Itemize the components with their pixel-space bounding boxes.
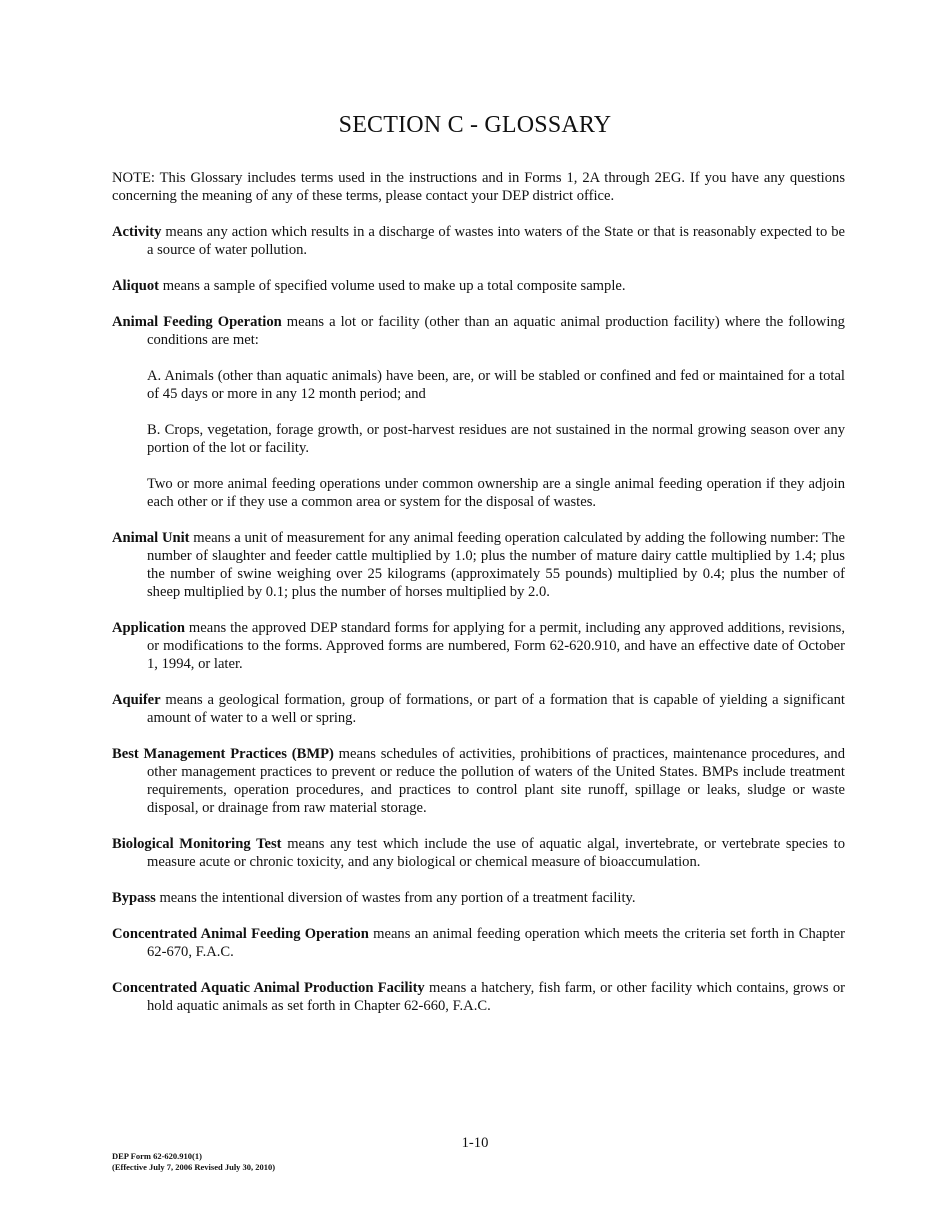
glossary-definition: means schedules of activities, prohibitions of practices, maintenance procedures, and other management practices to prevent or reduce the pollution of waters of the United States. BMPs include treatment requirements, operation procedures, and practices to control plant site runoff, spillage or leaks, sludge or waste disposal, or drainage from raw material storage. — [147, 746, 846, 816]
glossary-entry-activity — [112, 223, 845, 259]
glossary-note: NOTE: This Glossary includes terms used in the instructions and in Forms 1, 2A through 2EG. If you have any questions concerning the meaning of any of these terms, please contact your DEP district office. — [112, 170, 845, 204]
footer-form-number: DEP Form 62-620.910(1) — [112, 1151, 202, 1161]
glossary-entry-aliquot — [112, 277, 845, 295]
glossary-term: Aquifer — [112, 692, 161, 708]
glossary-term: Concentrated Aquatic Animal Production Facility — [112, 980, 425, 996]
glossary-term: Activity — [112, 224, 162, 240]
glossary-entry-application — [112, 619, 845, 673]
glossary-definition: means the approved DEP standard forms for applying for a permit, including any approved additions, revisions, or modifications to the forms. Approved forms are numbered, Form 62-620.910, and have an effective date of October 1, 1994, or later. — [147, 620, 845, 672]
glossary-definition: means any action which results in a discharge of wastes into waters of the State or that is reasonably expected to be a source of water pollution. — [147, 224, 845, 258]
glossary-term: Biological Monitoring Test — [112, 836, 282, 852]
glossary-definition: means a hatchery, fish farm, or other facility which contains, grows or hold aquatic animals as set forth in Chapter 62-660, F.A.C. — [147, 980, 845, 1014]
glossary-entry-bmp — [112, 745, 845, 817]
glossary-term: Animal Unit — [112, 530, 190, 546]
glossary-entry-caapf — [112, 979, 845, 1015]
glossary-entry-bypass — [112, 889, 845, 907]
page-title: SECTION C - GLOSSARY — [338, 112, 612, 138]
glossary-term: Animal Feeding Operation — [112, 314, 282, 330]
glossary-definition: means a geological formation, group of formations, or part of a formation that is capable of yielding a significant amount of water to a well or spring. — [147, 692, 845, 726]
glossary-term: Concentrated Animal Feeding Operation — [112, 926, 369, 942]
glossary-definition: means a unit of measurement for any animal feeding operation calculated by adding the following number: The number of slaughter and feeder cattle multiplied by 1.0; plus the number of mature dairy cattle multiplied by 1.4; plus the number of swine weighing over 25 kilograms (approximately 55 pounds) multiplied by 0.4; plus the number of sheep multiplied by 0.1; plus the number of horses multiplied by 2.0. — [147, 530, 845, 600]
glossary-entry-animal-unit — [112, 529, 845, 601]
afo-condition-a: A. Animals (other than aquatic animals) have been, are, or will be stabled or confined and fed or maintained for a total of 45 days or more in any 12 month period; and — [147, 368, 845, 402]
glossary-entry-biological-monitoring-test — [112, 835, 845, 871]
glossary-definition: means an animal feeding operation which meets the criteria set forth in Chapter 62-670, F.A.C. — [147, 926, 845, 960]
glossary-definition: means a sample of specified volume used to make up a total composite sample. — [159, 278, 626, 294]
glossary-definition: means any test which include the use of aquatic algal, invertebrate, or vertebrate species to measure acute or chronic toxicity, and any biological or chemical measure of bioaccumulation. — [147, 836, 845, 870]
glossary-term: Application — [112, 620, 185, 636]
footer-effective-date: (Effective July 7, 2006 Revised July 30, 2010) — [112, 1162, 276, 1172]
glossary-entry-cafo — [112, 925, 845, 961]
page-number: 1-10 — [461, 1135, 489, 1151]
glossary-definition: means the intentional diversion of wastes from any portion of a treatment facility. — [155, 890, 636, 906]
glossary-term: Best Management Practices (BMP) — [112, 746, 334, 762]
afo-condition-b: B. Crops, vegetation, forage growth, or post-harvest residues are not sustained in the normal growing season over any portion of the lot or facility. — [147, 422, 845, 456]
glossary-entry-aquifer — [112, 691, 845, 727]
glossary-term: Bypass — [112, 890, 156, 906]
form-footer — [112, 1151, 275, 1173]
glossary-body — [112, 169, 845, 1033]
glossary-term: Aliquot — [112, 278, 160, 294]
afo-common-ownership-note: Two or more animal feeding operations under common ownership are a single animal feeding operation if they adjoin each other or if they use a common area or system for the disposal of wastes. — [147, 476, 845, 510]
glossary-entry-animal-feeding-operation — [112, 313, 845, 349]
glossary-definition: means a lot or facility (other than an aquatic animal production facility) where the following conditions are met: — [147, 314, 845, 348]
